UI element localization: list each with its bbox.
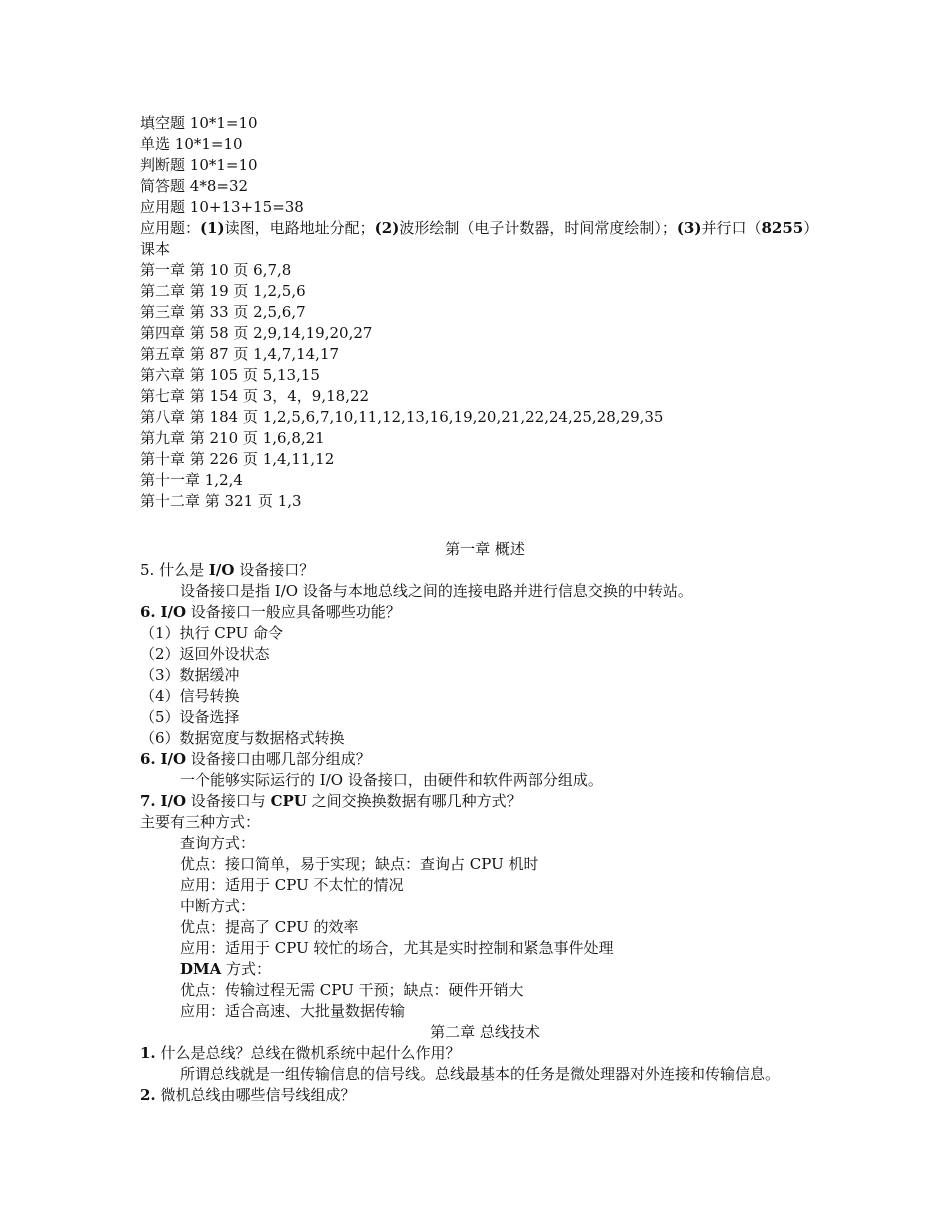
question-term: I/O xyxy=(160,750,187,768)
question-text: 设备接口与 xyxy=(186,792,271,810)
question-text: 什么是 xyxy=(154,561,209,579)
chapter-homework: 第十一章 1,2,4 xyxy=(140,471,243,489)
chapter-homework: 第十二章 第 321 页 1,3 xyxy=(140,492,302,510)
chapter-homework: 第六章 第 105 页 5,13,15 xyxy=(140,366,320,384)
question xyxy=(140,749,830,770)
chapter-homework: 第三章 第 33 页 2,5,6,7 xyxy=(140,303,306,321)
question xyxy=(140,602,830,623)
question xyxy=(140,791,830,812)
method-application: 应用：适用于 CPU 不太忙的情况 xyxy=(180,876,404,894)
method-title-text: 方式： xyxy=(221,960,272,978)
answer: 一个能够实际运行的 I/O 设备接口，由硬件和软件两部分组成。 xyxy=(180,771,603,789)
note-text: ） xyxy=(803,219,819,237)
question-term: I/O xyxy=(160,603,187,621)
method-application: 应用：适合高速、大批量数据传输 xyxy=(180,1002,406,1020)
chapter-title: 第二章 总线技术 xyxy=(430,1023,540,1041)
question-text: 设备接口由哪几部分组成？ xyxy=(186,750,371,768)
score-line xyxy=(140,113,830,134)
answer-item: （2）返回外设状态 xyxy=(140,645,270,663)
chapter-homework: 第四章 第 58 页 2,9,14,19,20,27 xyxy=(140,324,373,342)
question xyxy=(140,560,830,581)
chapter-homework: 第一章 第 10 页 6,7,8 xyxy=(140,261,292,279)
method-pros: 优点：接口简单，易于实现；缺点：查询占 CPU 机时 xyxy=(180,855,539,873)
note-prefix: 应用题： xyxy=(140,219,201,237)
note-num: (3) xyxy=(676,219,702,237)
section-spacer xyxy=(140,512,830,539)
method-title: 查询方式： xyxy=(180,834,256,852)
note-num: (1) xyxy=(200,219,225,237)
application-note xyxy=(140,218,830,239)
method-pros: 优点：提高了 CPU 的效率 xyxy=(180,918,359,936)
method-application: 应用：适用于 CPU 较忙的场合，尤其是实时控制和紧急事件处理 xyxy=(180,939,614,957)
chip-name: 8255 xyxy=(761,219,804,237)
question-score: 10*1=10 xyxy=(189,156,258,174)
answer-item: （5）设备选择 xyxy=(140,708,240,726)
question-type: 单选 xyxy=(140,135,171,153)
question-number: 6. xyxy=(140,750,156,768)
method-term: DMA xyxy=(180,960,222,978)
note-text: 波形绘制（电子计数器，时间常度绘制）； xyxy=(399,219,677,237)
chapter-homework: 第十章 第 226 页 1,4,11,12 xyxy=(140,450,335,468)
answer: 设备接口是指 I/O 设备与本地总线之间的连接电路并进行信息交换的中转站。 xyxy=(180,582,693,600)
answer-item: （4）信号转换 xyxy=(140,687,240,705)
question-number: 6. xyxy=(140,603,156,621)
note-num: (2) xyxy=(374,219,400,237)
question xyxy=(140,1043,830,1064)
score-line xyxy=(140,176,830,197)
answer-item: （1）执行 CPU 命令 xyxy=(140,624,284,642)
question-number: 5. xyxy=(140,561,155,579)
question-term: CPU xyxy=(270,792,307,810)
note-text: 并行口（ xyxy=(701,219,762,237)
chapter-homework: 第五章 第 87 页 1,4,7,14,17 xyxy=(140,345,340,363)
score-line xyxy=(140,197,830,218)
question-type: 应用题 xyxy=(140,198,186,216)
question-text: 之间交换换数据有哪几种方式？ xyxy=(306,792,522,810)
method-title: 中断方式： xyxy=(180,897,256,915)
chapter-homework: 第九章 第 210 页 1,6,8,21 xyxy=(140,429,325,447)
answer: 所谓总线就是一组传输信息的信号线。总线最基本的任务是微处理器对外连接和传输信息。 xyxy=(180,1065,781,1083)
question-score: 10+13+15=38 xyxy=(189,198,304,216)
method-title xyxy=(140,959,830,980)
score-line xyxy=(140,134,830,155)
question-type: 简答题 xyxy=(140,177,186,195)
question-number: 1. xyxy=(140,1044,156,1062)
question-number: 2. xyxy=(140,1086,156,1104)
note-text: 读图，电路地址分配； xyxy=(224,219,375,237)
question-text: 设备接口？ xyxy=(234,561,315,579)
answer-item: （3）数据缓冲 xyxy=(140,666,240,684)
question-type: 填空题 xyxy=(140,114,186,132)
question-score: 10*1=10 xyxy=(189,114,258,132)
chapter-homework: 第八章 第 184 页 1,2,5,6,7,10,11,12,13,16,19,20,21,22,24,25,28,29,35 xyxy=(140,408,664,426)
chapter-title: 第一章 概述 xyxy=(445,540,525,558)
question-type: 判断题 xyxy=(140,156,186,174)
question-score: 4*8=32 xyxy=(189,177,249,195)
question-score: 10*1=10 xyxy=(174,135,243,153)
question-term: I/O xyxy=(160,792,187,810)
answer-item: （6）数据宽度与数据格式转换 xyxy=(140,729,345,747)
question-text: 微机总线由哪些信号线组成？ xyxy=(155,1086,356,1104)
chapter-homework: 第二章 第 19 页 1,2,5,6 xyxy=(140,282,306,300)
question-term: I/O xyxy=(208,561,235,579)
score-line xyxy=(140,155,830,176)
question-number: 7. xyxy=(140,792,156,810)
method-pros: 优点：传输过程无需 CPU 干预；缺点：硬件开销大 xyxy=(180,981,524,999)
question-text: 什么是总线？总线在微机系统中起什么作用？ xyxy=(155,1044,461,1062)
document-content xyxy=(140,113,830,1106)
textbook-label: 课本 xyxy=(140,240,171,258)
chapter-homework: 第七章 第 154 页 3，4，9,18,22 xyxy=(140,387,370,405)
question-text: 设备接口一般应具备哪些功能？ xyxy=(186,603,401,621)
answer-intro: 主要有三种方式： xyxy=(140,813,261,831)
question xyxy=(140,1085,830,1106)
